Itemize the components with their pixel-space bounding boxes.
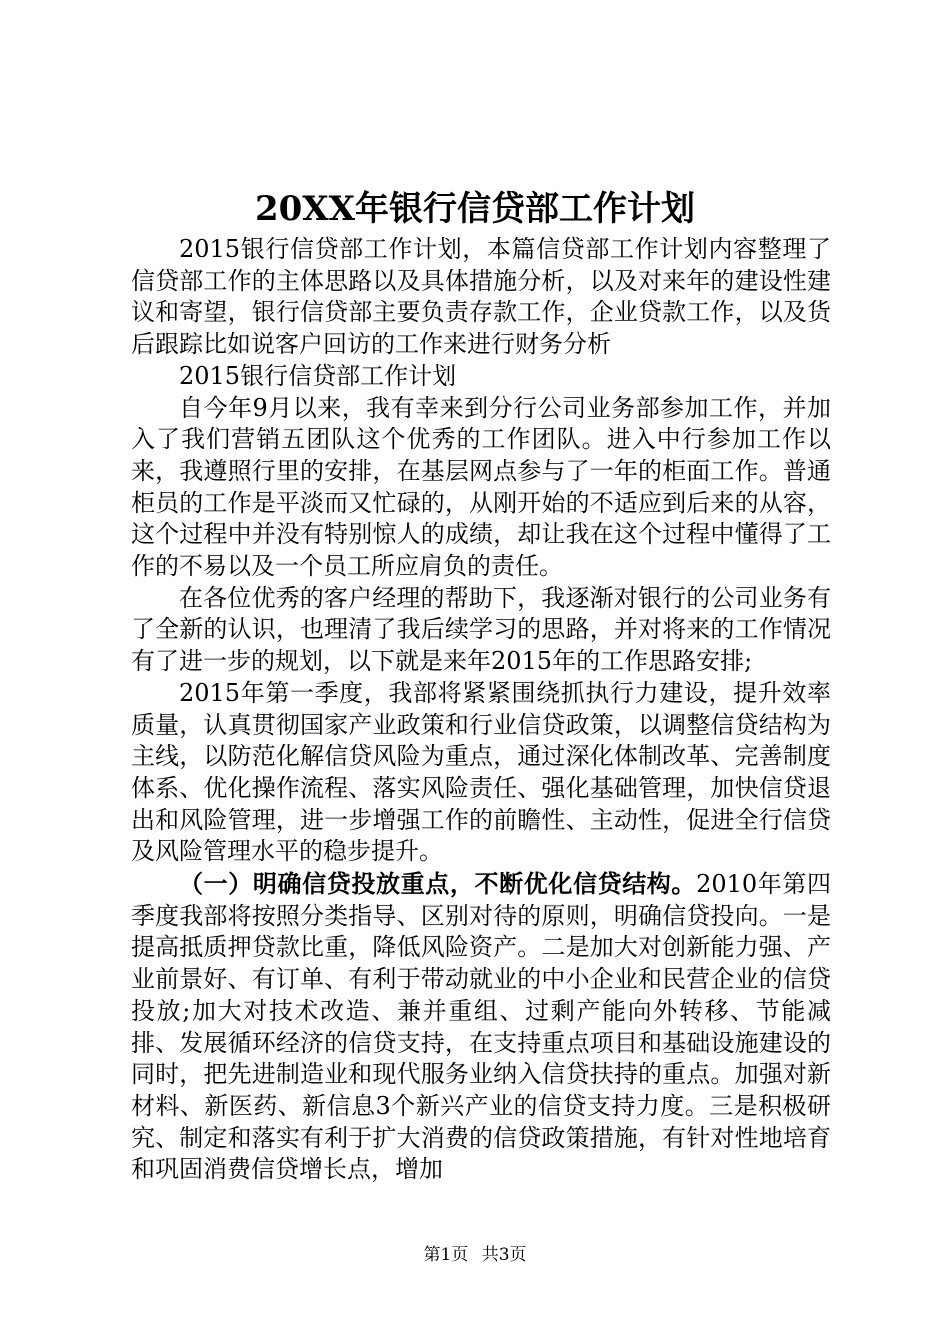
page-number: 第1页	[423, 1245, 469, 1265]
paragraph-experience: 自今年9月以来，我有幸来到分行公司业务部参加工作，并加入了我们营销五团队这个优秀的工作团队。进入中行参加工作以来，我遵照行里的安排，在基层网点参与了一年的柜面工作。普通柜员的工作是平淡而又忙碌的，从刚开始的不适应到后来的从容，这个过程中并没有特别惊人的成绩，却让我在这个过程中懂得了工作的不易以及一个员工所应肩负的责任。	[131, 393, 831, 581]
document-title: 20XX年银行信贷部工作计划	[254, 189, 696, 229]
section-1-paragraph	[131, 868, 831, 1186]
page-total: 共3页	[481, 1245, 527, 1265]
intro-paragraph: 2015银行信贷部工作计划，本篇信贷部工作计划内容整理了信贷部工作的主体思路以及具体措施分析，以及对来年的建设性建议和寄望，银行信贷部主要负责存款工作，企业贷款工作，以及货后跟踪比如说客户回访的工作来进行财务分析	[131, 235, 831, 359]
subtitle-paragraph: 2015银行信贷部工作计划	[179, 361, 457, 390]
page-footer	[0, 1243, 950, 1267]
section-1-text: 2010年第四季度我部将按照分类指导、区别对待的原则，明确信贷投向。一是提高抵质押贷款比重，降低风险资产。二是加大对创新能力强、产业前景好、有订单、有利于带动就业的中小企业和民营企业的信贷投放;加大对技术改造、兼并重组、过剩产能向外转移、节能减排、发展循环经济的信贷支持，在支持重点项目和基础设施建设的同时，把先进制造业和现代服务业纳入信贷扶持的重点。加强对新材料、新医药、新信息3个新兴产业的信贷支持力度。三是积极研究、制定和落实有利于扩大消费的信贷政策措施，有针对性地培育和巩固消费信贷增长点，增加	[131, 870, 832, 1184]
paragraph-learning: 在各位优秀的客户经理的帮助下，我逐渐对银行的公司业务有了全新的认识，也理清了我后续学习的思路，并对将来的工作情况有了进一步的规划，以下就是来年2015年的工作思路安排;	[131, 583, 831, 676]
document-body	[131, 234, 831, 1186]
section-1-heading: （一）明确信贷投放重点，不断优化信贷结构。	[179, 869, 697, 899]
paragraph-q1-plan: 2015年第一季度，我部将紧紧围绕抓执行力建设，提升效率质量，认真贯彻国家产业政策和行业信贷政策，以调整信贷结构为主线，以防范化解信贷风险为重点，通过深化体制改革、完善制度体系、优化操作流程、落实风险责任、强化基础管理，加快信贷退出和风险管理，进一步增强工作的前瞻性、主动性，促进全行信贷及风险管理水平的稳步提升。	[131, 678, 831, 866]
